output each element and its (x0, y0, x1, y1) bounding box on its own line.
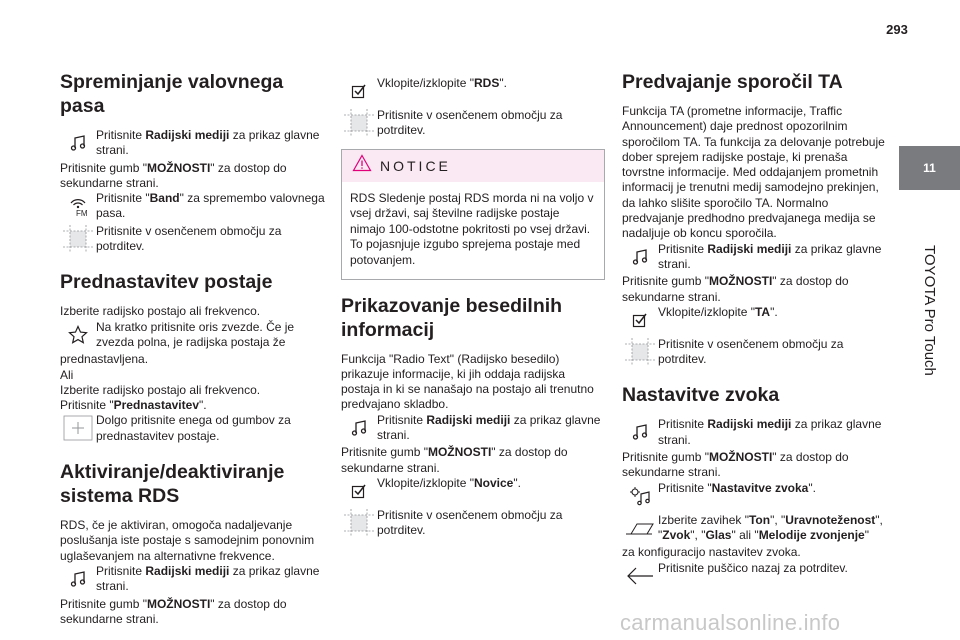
step-text: Pritisnite "Nastavitve zvoka". (658, 480, 816, 495)
body-text: RDS, če je aktiviran, omogoča nadaljevanje poslušanja iste postaje s samodejnim ponovnim uglaševanjem na alternativne frekvence. (60, 518, 315, 563)
step-text: Pritisnite v osenčenem območju za potrditev. (658, 336, 844, 367)
music-note-icon (622, 242, 658, 272)
body-text: za konfiguracijo nastavitev zvoka. (622, 545, 801, 560)
step-text: Pritisnite Radijski mediji za prikaz glavne strani. (658, 241, 882, 271)
checkbox-icon (341, 76, 377, 106)
step-row (341, 508, 605, 539)
body-text: Pritisnite gumb "MOŽNOSTI" za dostop do sekundarne strani. (341, 445, 568, 475)
step-text: Vklopite/izklopite "Novice". (377, 475, 521, 490)
step-row (341, 476, 605, 506)
step-row (60, 224, 326, 255)
step-text: Pritisnite v osenčenem območju za potrditev. (96, 223, 282, 254)
step-text: Vklopite/izklopite "RDS". (377, 76, 507, 90)
chapter-tab[interactable]: 11 (899, 146, 960, 190)
step-text: Pritisnite "Band" za spremembo valovnega pasa. (96, 191, 325, 221)
heading-sound-settings: Nastavitve zvoka (622, 384, 780, 407)
step-text: Vklopite/izklopite "TA". (658, 304, 778, 319)
step-text: Na kratko pritisnite oris zvezde. Če je zvezda polna, je radijska postaja že (96, 319, 295, 349)
step-row (622, 305, 888, 335)
body-text: Pritisnite gumb "MOŽNOSTI" za dostop do sekundarne strani. (60, 596, 287, 626)
music-note-icon (60, 564, 96, 594)
column-3 (622, 70, 888, 593)
body-text: prednastavljena. (60, 352, 149, 367)
step-row (341, 108, 605, 139)
back-arrow-icon (622, 561, 658, 591)
heading-preset-station: Prednastavitev postaje (60, 271, 273, 294)
column-1 (60, 70, 326, 627)
body-text: Pritisnite "Prednastavitev". (60, 398, 207, 413)
step-row (60, 413, 326, 444)
body-text: Pritisnite gumb "MOŽNOSTI" za dostop do sekundarne strani. (622, 450, 849, 480)
page-number: 293 (886, 22, 908, 37)
shaded-area-icon (341, 508, 377, 538)
step-row (60, 191, 326, 222)
checkbox-icon (341, 476, 377, 506)
step-row (60, 128, 326, 159)
music-note-icon (60, 128, 96, 158)
step-text: Pritisnite Radijski mediji za prikaz glavne strani. (96, 563, 320, 594)
chapter-label-text: TOYOTA Pro Touch (921, 244, 938, 376)
heading-ta: Predvajanje sporočil TA (622, 71, 843, 93)
step-row (60, 320, 326, 351)
shaded-area-icon (341, 108, 377, 138)
preset-button-icon (60, 413, 96, 443)
body-text: Funkcija "Radio Text" (Radijsko besedilo) prikazuje informacije, ki jih oddaja radijska postaja in ki se nanašajo na postajo ali trenutno predvajano skladbo. (341, 351, 594, 412)
notice-title: NOTICE (380, 157, 451, 174)
watermark: carmanualsonline.info (620, 610, 841, 635)
step-row (622, 513, 888, 544)
step-row (622, 337, 888, 368)
shaded-area-icon (622, 337, 658, 367)
step-row (341, 76, 605, 106)
step-row (341, 413, 605, 444)
step-row (622, 481, 888, 511)
step-text: Pritisnite Radijski mediji za prikaz glavne strani. (96, 128, 320, 158)
step-text: Pritisnite v osenčenem območju za potrditev. (377, 108, 563, 138)
body-text: Ali (60, 367, 74, 382)
tab-select-icon (622, 513, 658, 543)
column-2 (341, 76, 605, 541)
svg-text:FM: FM (76, 209, 88, 218)
music-note-icon (341, 413, 377, 443)
step-text: Pritisnite Radijski mediji za prikaz glavne strani. (377, 412, 601, 443)
notice-body: RDS Sledenje postaj RDS morda ni na voljo v vsej državi, saj številne radijske postaje nimajo 100-odstotne pokritosti po vsej državi. To pojasnjuje izgubo sprejema postaje med potovanjem. (350, 190, 594, 267)
star-icon (60, 320, 96, 350)
step-row (622, 242, 888, 273)
step-text: Pritisnite puščico nazaj za potrditev. (658, 560, 848, 575)
step-row (622, 561, 888, 591)
body-text: Pritisnite gumb "MOŽNOSTI" za dostop do sekundarne strani. (60, 160, 287, 190)
body-text: Funkcija TA (prometne informacije, Traffic Announcement) daje prednost opozorilnim sporočilom TA. Ta funkcija za delovanje potrebuje dober sprejem radijske postaje, ki prenaša tovrstne informacije. Med oddajanjem prometnih informacij je trenutni medij samodejno prekinjen, da lahko slišite sporočilo TA. Normalno predvajanje predhodno predvajanega medija se nadaljuje ob koncu sporočila. (622, 104, 885, 241)
step-row (622, 417, 888, 448)
body-text: Izberite radijsko postajo ali frekvenco. (60, 304, 261, 319)
step-text: Izberite zavihek "Ton", "Uravnoteženost", "Zvok", "Glas" ali "Melodije zvonjenje" (658, 512, 883, 542)
checkbox-icon (622, 305, 658, 335)
music-note-icon (622, 417, 658, 447)
heading-text-info: Prikazovanje besedilnih informacij (341, 294, 563, 341)
radio-band-icon (60, 191, 96, 221)
body-text: Izberite radijsko postajo ali frekvenco. (60, 382, 261, 397)
step-text: Dolgo pritisnite enega od gumbov za prednastavitev postaje. (96, 413, 291, 443)
step-text: Pritisnite v osenčenem območju za potrditev. (377, 507, 563, 538)
shaded-area-icon (60, 224, 96, 254)
sound-settings-icon (622, 481, 658, 511)
step-text: Pritisnite Radijski mediji za prikaz glavne strani. (658, 417, 882, 447)
body-text: Pritisnite gumb "MOŽNOSTI" za dostop do sekundarne strani. (622, 274, 849, 304)
notice-header (342, 150, 604, 182)
warning-icon (352, 154, 372, 177)
chapter-label (899, 200, 960, 420)
step-row (60, 564, 326, 595)
notice-box (341, 149, 605, 280)
heading-wave-band: Spreminjanje valovnega pasa (60, 71, 284, 117)
heading-rds: Aktiviranje/deaktiviranje sistema RDS (60, 461, 285, 508)
